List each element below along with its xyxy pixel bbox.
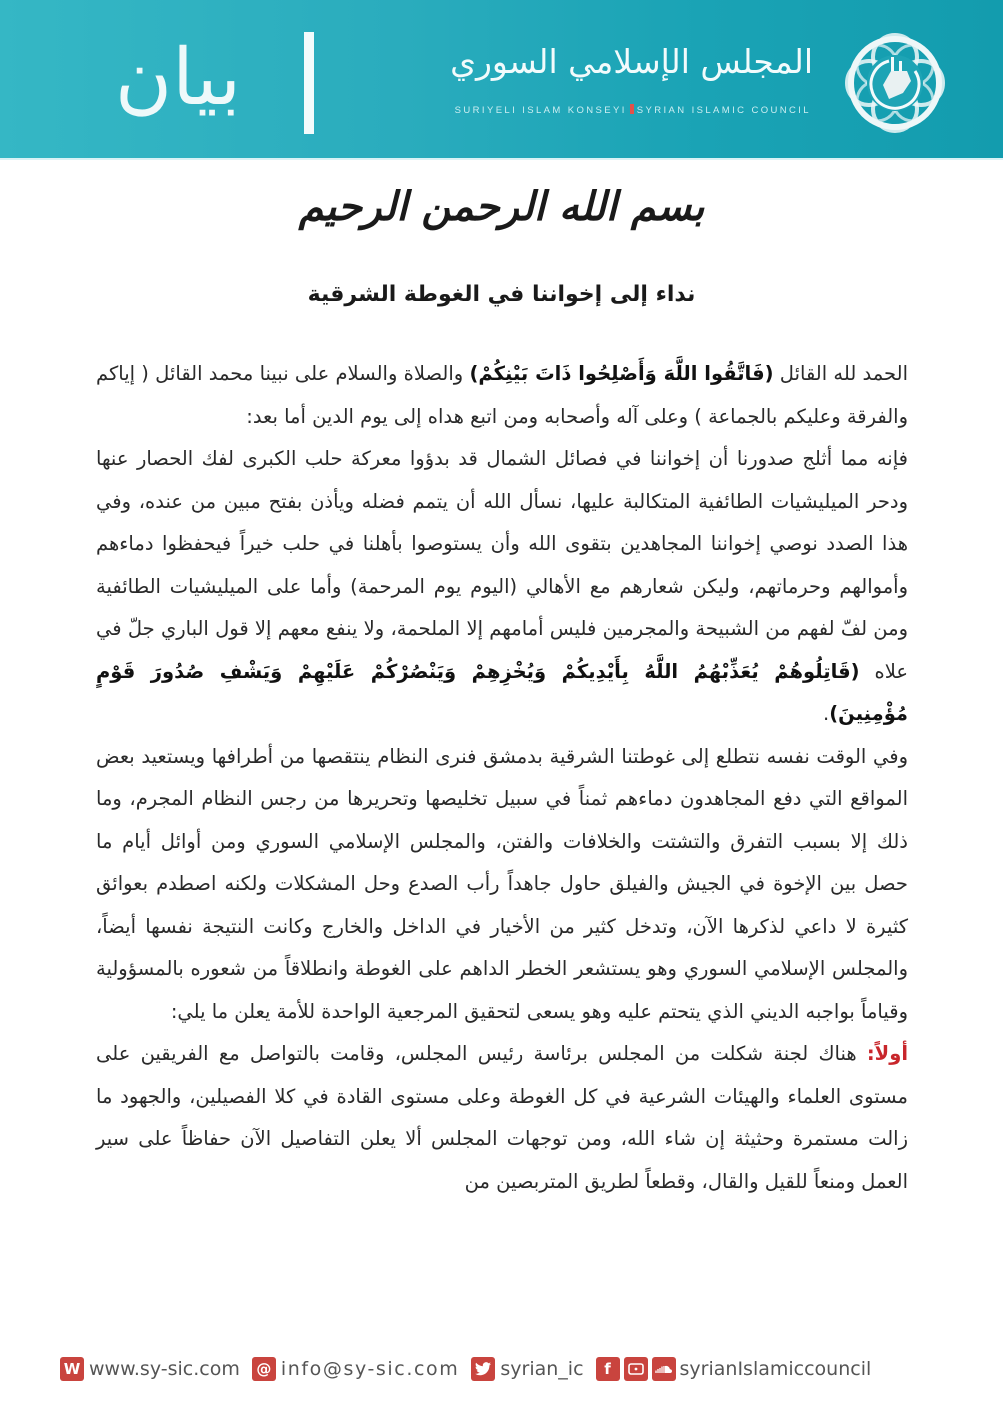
social-handle: syrianIslamiccouncil (679, 1358, 872, 1380)
org-name-turkish: SURIYELI ISLAM KONSEYI (454, 105, 627, 116)
quran-quote: (قَاتِلُوهُمْ يُعَذِّبْهُمُ اللَّهُ بِأَيْدِيكُمْ وَيُخْزِهِمْ وَيَنْصُرْكُمْ عَلَيْهِمْ وَيَشْفِ صُدُورَ قَوْمٍ مُؤْمِنِينَ) (96, 659, 908, 725)
paragraph-text: هناك لجنة شكلت من المجلس برئاسة رئيس المجلس، وقامت بالتواصل مع الفريقين على مستوى العلماء والهيئات الشرعية في كل الغوطة وعلى مستوى القادة في كلا الفصيلين، والجهود ما زالت مستمرة وحثيثة إن شاء الله، ومن توجهات المجلس ألا يعلن التفاصيل الآن حفاظاً على سير العمل ومنعاً للقيل والقال، وقطعاً لطريق المتربصين من (96, 1042, 908, 1193)
footer-contacts (60, 1354, 883, 1384)
document-title: نداء إلى إخواننا في الغوطة الشرقية (307, 282, 696, 307)
website-link[interactable] (60, 1357, 240, 1381)
paragraph-text: وفي الوقت نفسه نتطلع إلى غوطتنا الشرقية بدمشق فنرى النظام ينتقصها من أطرافها ويستعيد بعض المواقع التي دفع المجاهدون دماءهم ثمناً في سبيل تخليصها وتحريرها من رجس النظام المجرم، وما ذلك إلا بسبب التفرق والتشتت والخلافات والفتن، والمجلس الإسلامي السوري ومن أوائل أيام ما حصل بين الإخوة في الجيش والفيلق حاول جاهداً رأب الصدع وحل المشكلات ولكنه اصطدم بعوائق كثيرة لا داعي لذكرها الآن، وتدخل كثير من الأخيار في الداخل والخارج وكانت النتيجة نفسها أيضاً، والمجلس الإسلامي السوري وهو يستشعر الخطر الداهم على الغوطة وانطلاقاً من شعوره بالمسؤولية وقياماً بواجبه الديني الذي يتحتم عليه وهو يسعى لتحقيق المرجعية الواحدة للأمة يعلن ما يلي: (96, 744, 908, 1023)
document-body (96, 353, 908, 1203)
paragraph-1 (96, 353, 908, 438)
twitter-link[interactable] (471, 1357, 583, 1381)
quran-quote: (فَاتَّقُوا اللَّهَ وَأَصْلِحُوا ذَاتَ بَيْنِكُمْ) (469, 362, 774, 385)
email-icon: @ (252, 1357, 276, 1381)
council-emblem-icon (839, 27, 951, 139)
separator-mark (630, 104, 634, 114)
paragraph-text: فإنه مما أثلج صدورنا أن إخواننا في فصائل الشمال قد بدؤوا معركة حلب الكبرى لفك الحصار عنها ودحر الميليشيات الطائفية المتكالبة عليها، نسأل الله أن يتمم فضله ويأذن بفتح مبين من عنده، وفي هذا الصدد نوصي إخواننا المجاهدين بتقوى الله وأن يستوصوا بأهلنا في حلب خيراً فيحفظوا دماءهم وأموالهم وحرماتهم، وليكن شعارهم مع الأهالي (اليوم يوم المرحمة) وأما على الميليشيات الطائفية ومن لفّ لفهم من الشبيحة والمجرمين فليس أمامهم إلا الملحمة، ولا ينفع معهم إلا قول الباري جلّ في علاه (96, 447, 908, 683)
youtube-icon[interactable] (624, 1357, 648, 1381)
org-name-english: SYRIAN ISLAMIC COUNCIL (636, 105, 811, 116)
twitter-icon (471, 1357, 495, 1381)
paragraph-text: . (823, 702, 830, 725)
website-icon: W (60, 1357, 84, 1381)
paragraph-2 (96, 438, 908, 736)
website-text: www.sy-sic.com (89, 1358, 240, 1380)
org-name-arabic: المجلس الإسلامي السوري (450, 42, 813, 81)
twitter-handle: syrian_ic (500, 1358, 584, 1380)
email-link[interactable] (252, 1357, 460, 1381)
soundcloud-icon[interactable] (652, 1357, 676, 1381)
paragraph-3 (96, 736, 908, 1034)
paragraph-text: الحمد لله القائل (773, 362, 908, 385)
social-icons (596, 1357, 680, 1381)
email-text: info@sy-sic.com (280, 1358, 460, 1380)
paragraph-4 (96, 1033, 908, 1203)
facebook-icon[interactable]: f (596, 1357, 620, 1381)
paragraph-text: والصلاة والسلام على نبينا محمد القائل ( إياكم والفرقة وعليكم بالجماعة ) وعلى آله وأصحابه ومن اتبع هداه إلى يوم الدين أما بعد: (96, 362, 908, 428)
basmala-calligraphy: بسم الله الرحمن الرحيم (298, 183, 705, 230)
header-divider (304, 32, 314, 134)
org-name-latin (455, 104, 811, 116)
statement-label: بيان (114, 33, 242, 123)
point-label-first: أولاً: (866, 1042, 908, 1065)
header-banner (0, 0, 1003, 160)
social-links (596, 1357, 872, 1381)
